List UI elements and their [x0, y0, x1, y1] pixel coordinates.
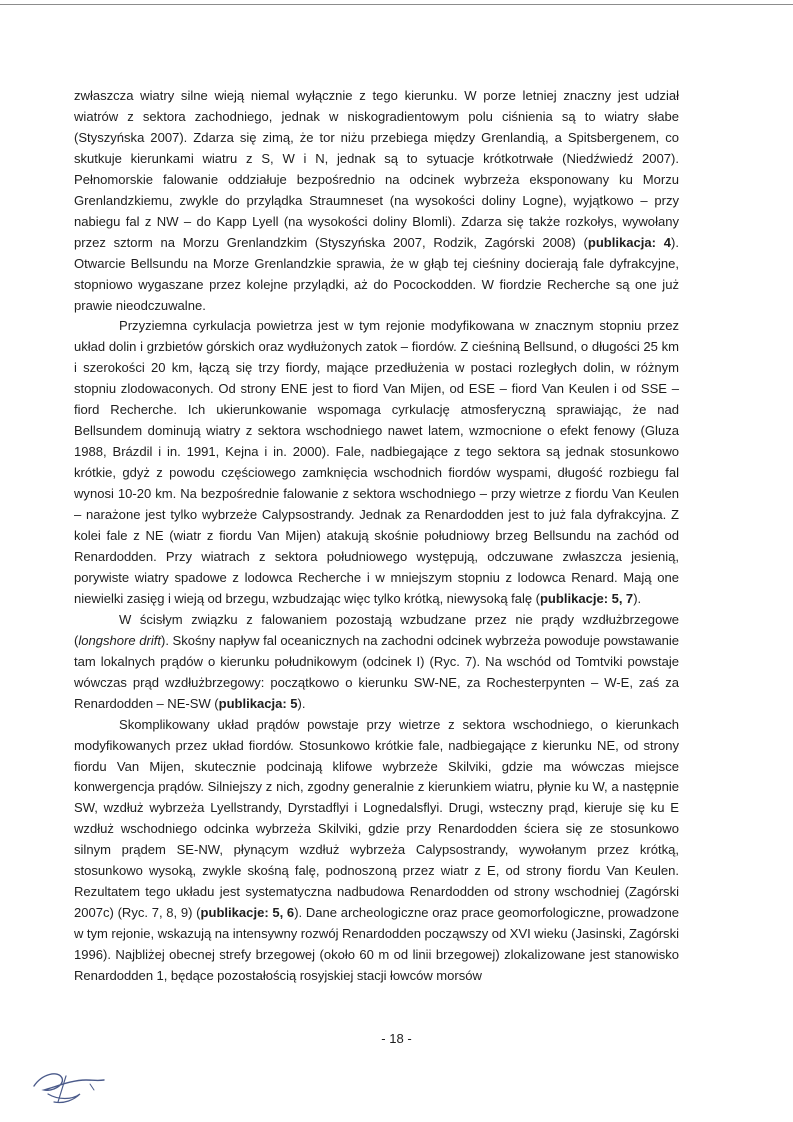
citation-bold: publikacja: 4 [587, 234, 672, 250]
text-run: ). Dane archeologiczne oraz prace geomorfologiczne, prowadzone w tym rejonie, wskazują na intensywny rozwój Renardodden począwszy od XVI wieku (Jasinski, Zagórski 1996). Najbliżej obecnej strefy brzegowej (około 60 m od linii brzegowej) zlokalizowane jest stanowisko Renardodden 1, będące pozostałością rosyjskiej stacji łowców morsów [74, 905, 679, 984]
citation-bold: publikacja: 5 [218, 695, 298, 711]
text-run: ). Otwarcie Bellsundu na Morze Grenlandzkie sprawia, że w głąb tej cieśniny docierają fale dyfrakcyjne, stopniowo wygaszane przez kolejne przylądki, aż do Pocockodden. W fiordzie Recherche są one już prawie nieodczuwalne. [74, 234, 679, 313]
text-run: ). [633, 590, 642, 606]
paragraph-1 [74, 86, 679, 316]
page-number: - 18 - [381, 1031, 412, 1046]
paragraph-4 [74, 715, 679, 987]
text-run: Skomplikowany układ prądów powstaje przy wietrze z sektora wschodniego, o kierunkach modyfikowanych przez układ fiordów. Stosunkowo krótkie fale, nadbiegające z kierunku NE, od strony fiordu Van Mijen, skutecznie podcinają klifowe wybrzeże Skilviki, gdzie ma wówczas miejsce konwergencja prądów. Silniejszy z nich, zgodny generalnie z kierunkiem wiatru, płynie ku W, a następnie SW, wzdłuż wybrzeża Lyellstrandy, Dyrstadflyi i Lognedalsflyi. Drugi, wsteczny prąd, kieruje się ku E wzdłuż wschodniego odcinka wybrzeża Skilviki, gdzie przy Renardodden ściera się ze stosunkowo silnym prądem SE-NW, płynącym wzdłuż wybrzeża Calypsostrandy, wywołanym przez krótką, stosunkowo wysoką, zwykle skośną falę, podnoszoną przez wiatr z E, od strony fiordu Van Keulen. Rezultatem tego układu jest systematyczna nadbudowa Renardodden od strony wschodniej (Zagórski 2007c) (Ryc. 7, 8, 9) ( [74, 716, 679, 921]
citation-bold: publikacje: 5, 7 [539, 590, 634, 606]
text-run: Przyziemna cyrkulacja powietrza jest w tym rejonie modyfikowana w znacznym stopniu przez układ dolin i grzbietów górskich oraz wydłużonych zatok – fiordów. Z cieśniną Bellsund, o długości 25 km i szerokości 20 km, łączą się trzy fiordy, mające przedłużenia w postaci rozległych dolin, w różnym stopniu zlodowaconych. Od strony ENE jest to fiord Van Mijen, od ESE – fiord Van Keulen i od SSE – fiord Recherche. Ich ukierunkowanie wspomaga cyrkulację atmosferyczną sprawiając, że nad Bellsundem dominują wiatry z sektora wschodniego nawet latem, wzmocnione o efekt fenowy (Gluza 1988, Brázdil i in. 1991, Kejna i in. 2000). Fale, nadbiegające z tego sektora są jednak stosunkowo krótkie, gdyż z powodu częściowego zamknięcia wschodnich fiordów wyspami, długość rozbiegu fal wynosi 10-20 km. Na bezpośrednie falowanie z sektora wschodniego – przy wietrze z fiordu Van Keulen – narażone jest tylko wybrzeże Calypsostrandy. Jednak za Renardodden jest to już fala dyfrakcyjna. Z kolei fale z NE (wiatr z fiordu Van Mijen) atakują skośnie południowy brzeg Bellsundu na zachód od Renardodden. Przy wiatrach z sektora południowego występują, odczuwane zwłaszcza jesienią, porywiste wiatry spadowe z lodowca Recherche i w mniejszym stopniu z lodowca Renard. Mają one niewielki zasięg i wieją od brzegu, wzbudzając więc tylko krótką, niewysoką falę ( [74, 318, 679, 606]
paragraph-3 [74, 610, 679, 715]
handwritten-signature [28, 1056, 110, 1106]
paragraph-2 [74, 316, 679, 609]
citation-bold: publikacje: 5, 6 [200, 905, 295, 921]
text-run: ). Skośny napływ fal oceanicznych na zachodni odcinek wybrzeża powoduje powstawanie tam lokalnych prądów o kierunku południkowym (odcinek I) (Ryc. 7). Na wschód od Tomtviki powstaje wówczas prąd wzdłużbrzegowy: początkowo o kierunku SW-NE, za Rochesterpynten – W-E, zaś za Renardodden – NE-SW ( [74, 632, 679, 711]
text-run: zwłaszcza wiatry silne wieją niemal wyłącznie z tego kierunku. W porze letniej znaczny jest udział wiatrów z sektora zachodniego, jednak w niskogradientowym polu ciśnienia są to wiatry słabe (Styszyńska 2007). Zdarza się zimą, że tor niżu przebiega między Grenlandią, a Spitsbergenem, co skutkuje kierunkami wiatru z S, W i N, jednak są to sytuacje krótkotrwałe (Niedźwiedź 2007). Pełnomorskie falowanie oddziałuje bezpośrednio na odcinek wybrzeża eksponowany ku Morzu Grenlandzkiemu, zwykle do przylądka Straumneset (na wysokości doliny Logne), wyjątkowo – przy nabiegu fal z NW – do Kapp Lyell (na wysokości doliny Blomli). Zdarza się także rozkołys, wywołany przez sztorm na Morzu Grenlandzkim (Styszyńska 2007, Rodzik, Zagórski 2008) ( [74, 88, 679, 250]
term-italic: longshore drift [78, 632, 161, 648]
document-body [74, 86, 679, 987]
top-rule [0, 4, 793, 5]
text-run: W ścisłym związku z falowaniem pozostają wzbudzane przez nie prądy wzdłużbrzegowe ( [74, 611, 679, 648]
text-run: ). [297, 695, 306, 711]
